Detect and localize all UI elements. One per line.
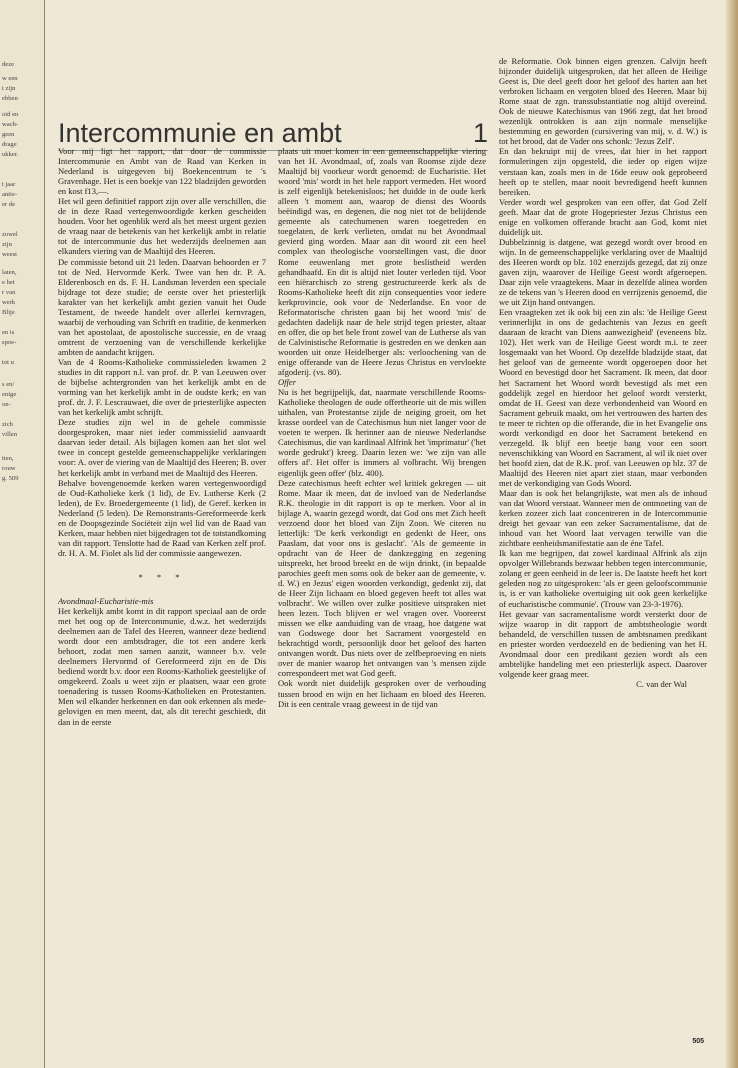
spine-text-fragment: e het xyxy=(2,279,15,286)
paragraph: Deze catechismus heeft echter wel kritiek gekregen — uit Rome. Maar ik meen, dat de invloed van de Nederlandse R.K. theologie in dit rapport is op te merken. Voor al in bijlage A, waarin gezegd wordt, dat God ons met Zich heeft verzoend door het bloed van Zijn Zoon. We citeren nu letterlijk: 'De kerk verkondigt en gedenkt de Heer, ons Paaslam, dat voor ons is geslacht'. 'Als de gemeente in opdracht van de Heer de dankzegging en zegening uitspreekt, het brood breekt en de wijn drinkt, (in bepaalde parochies geeft men soms ook de beker aan de gemeente, v. d. W.) en Jezus' eigen woorden verkondigt, gedenkt zij, dat de Heer Zijn lichaam en bloed gegeven heeft tot alles wat volbracht'. We willen over zulke positieve uitspraken niet heen lezen. Toch blijven er wel vragen over. Vooreerst missen we elke aanduiding van de vraag, hoe datgene wat van Godswege door het Sacrament voorgesteld en bekrachtigd wordt, persoonlijk door het geloof des harten ontvangen wordt. Dus niets over de zelfbeproeving en niets over de manier waarop het ontvangen van 's mensen zijde correspondeert met wat God geeft. xyxy=(278,477,486,679)
spine-text-fragment: t jaar xyxy=(2,181,16,188)
spine-text-fragment: tten, xyxy=(2,455,14,462)
spine-text-fragment: spoe- xyxy=(2,339,17,346)
spine-text-fragment: laten, xyxy=(2,269,17,276)
column-2 xyxy=(278,146,486,1041)
paragraph: En dan bekruipt mij de vrees, dat hier in het rapport formuleringen zijn opgesteld, die ieder op eigen wijze verstaan kan, zoals men in de 16de eeuw ook geprobeerd heeft op te stellen, maar nooit bevredigend heeft kunnen bereiken. xyxy=(499,146,707,197)
spine-text-fragment: villen xyxy=(2,431,18,438)
spine-text-fragment: on- xyxy=(2,401,11,408)
spine-text-fragment: drage xyxy=(2,141,17,148)
spine-text-fragment: r van xyxy=(2,289,16,296)
column-1 xyxy=(58,146,266,1041)
page-number: 505 xyxy=(692,1038,704,1045)
spine-text-fragment: zich xyxy=(2,421,13,428)
paragraph: Nu is het begrijpelijk, dat, naarmate verschillende Rooms-Katholieke theologen de oude offertheorie uit de mis willen uithalen, van Protestantse zijde de neiging groeit, om het krasse oordeel van de Catechismus hun niet langer voor de voeten te werpen. Ik herinner aan de nieuwe Nederlandse Catechismus, die van kardinaal Alfrink het 'imprimatur' ('het worde gedrukt') kreeg. Daarin lezen we: 'we zijn van alle offers af'. Het offer is immers al volbracht. Wij brengen eigenlijk geen offer' (blz. 400). xyxy=(278,387,486,478)
paragraph: Van de 4 Rooms-Katholieke commissieleden kwamen 2 studies in dit rapport n.l. van prof. dr. P. van Leeuwen over de bijbelse achtergronden van het kerkelijk ambt en de vorming van het kerkelijk ambt in de oudste kerk; en van prof. dr. J. F. Lescrauwaet, die over de priesterlijke aspecten van het kerkelijk ambt schrijft. xyxy=(58,356,266,418)
title-text: Intercommunie en ambt xyxy=(58,118,342,148)
paragraph: Dubbelzinnig is datgene, wat gezegd wordt over brood en wijn. In de gemeenschappelijke verklaring over de Maaltijd des Heeren wordt op blz. 102 enerzijds gezegd, dat zij onze gaven zijn, waarover de Heilige Geest wordt afgeroepen. Daar zijn vele vraagtekens. Maar in dezelfde alinea worden ze de tekens van 's Heeren dood en verrijzenis genoemd, die we uit Zijn hand ontvangen. xyxy=(499,236,707,308)
spine-text-fragment: en is xyxy=(2,329,15,336)
section-divider: * * * xyxy=(138,571,186,582)
page-edge-shadow xyxy=(726,0,738,1068)
paragraph: Ook wordt niet duidelijk gesproken over de verhouding tussen brood en wijn en het lichaam en bloed des Heeren. Dit is een centrale vraag geweest in de tijd van xyxy=(278,678,486,709)
spine-text-fragment: tot u xyxy=(2,359,14,366)
paragraph: De commissie betond uit 21 leden. Daarvan behoorden er 7 tot de Ned. Hervormde Kerk. Twee van hen dr. P. A. Elderenbosch en ds. F. H. Landsman leverden een speciale bijdrage tot deze studie; de eerste over het priesterlijk karakter van het kerkelijk ambt gezien vanuit het Oude Testament, de tweede handelt over allerlei kernvragen, waarbij de verhouding van Schrift en traditie, de kenmerken van het apostolaat, de apostolische successie, en de vraag omtrent de verzoening van de verschillende kerkelijke ambten de aandacht krijgen. xyxy=(58,256,266,357)
spine-text-fragment: zijn xyxy=(2,241,12,248)
paragraph: de Reformatie. Ook binnen eigen grenzen. Calvijn heeft bijzonder duidelijk uitgesproken, dat het alleen de Heilige Geest is, Die deel geeft door het geloof des harten aan het verbroken lichaam en vergoten bloed des Heeren. Maar bij Rome staat de zgn. transsubstantiatie nog altijd overeind. Ook de nieuwe Katechismus van 1966 zegt, dat het brood wezenlijk ontrokken is aan zijn normale menselijke bestemming en geworden (cursivering van mij, v. d. W.) is tot het brood, dat de Vader ons schonk: 'Jezus Zelf'. xyxy=(499,56,707,147)
spine-text-fragment: antie- xyxy=(2,191,18,198)
spine-text-fragment: rouw xyxy=(2,465,16,472)
spine-text-fragment: s en/ xyxy=(2,381,15,388)
paragraph: Behalve bovengenoemde kerken waren vertegenwoordigd de Oud-Katholieke kerk (1 lid), de Ev. Lutherse Kerk (2 leden), de Ev. Broedergemeente (1 lid), de Geref. kerken in Nederland (5 leden). De Remonstrants-Gereformeerde kerk en de Doopsgezinde Sociëteit zijn wel lid van de Raad van Kerken, maar hebben niet bijgedragen tot de totstandkoming van dit rapport. Tenslotte had de Raad van Kerken zelf prof. dr. H. A. M. Fiolet als lid der commissie aangewezen. xyxy=(58,477,266,558)
spine-text-fragment: Blije xyxy=(2,309,15,316)
spine-text-fragment: w een xyxy=(2,75,18,82)
spine-text-fragment: oid en xyxy=(2,111,19,118)
spine-text-fragment: enige xyxy=(2,391,17,398)
paragraph: Voor mij ligt het rapport, dat door de commissie Intercommunie en Ambt van de Raad van Kerken in Nederland is uitgegeven bij Boekencentrum te 's Gravenhage. Het is een boekje van 122 bladzijden geworden en kost f13,—. xyxy=(58,146,266,197)
spine-text-fragment: geen xyxy=(2,131,15,138)
article xyxy=(58,56,708,1045)
section-heading-offer: Offer xyxy=(278,377,297,388)
spine-text-fragment: ebben xyxy=(2,95,18,102)
spine-text-fragment: weest xyxy=(2,251,18,258)
paragraph: Maar dan is ook het belangrijkste, wat men als de inhoud van dat Woord verstaat. Wanneer men de ontmoeting van de kerken zozeer zich laat concentreren in de Intercommunie dreigt het gevaar van een zeker Sacramentalisme, dat de inhoud van het Woord laat vervagen terwille van die zichtbare eenheidsmanifestatie aan de éne Tafel. xyxy=(499,488,707,549)
paragraph: Het wil geen definitief rapport zijn over alle verschillen, die de in deze Raad vertegenwoordigde kerken gescheiden houden. Voor het ogenblik werd als het meest urgent gezien de vraag naar de betekenis van het kerkelijk ambt in relatie tot de intercommunie dus het wederzijds deelnemen aan elkanders viering van de Maaltijd des Heeren. xyxy=(58,196,266,257)
spine-text-fragment: t zijn xyxy=(2,85,16,92)
previous-page-edge xyxy=(0,0,45,1068)
paragraph: Een vraagteken zet ik ook bij een zin als: 'de Heilige Geest verinnerlijkt in ons de gedachtenis van Jezus en geeft daaraan de kracht van Diens aanwezigheid' (eveneens blz. 102). Het werk van de Heilige Geest wordt m.i. te zeer losgemaakt van het Woord. Op dezelfde bladzijde staat, dat het geloof van de gemeente wordt opgeroepen door het Woord en bevestigd door het Sacrament. Ik meen, dat door het Sacrament het Woord wordt bevestigd als met een goddelijk zegel en hierdoor het geloof wordt versterkt, omdat de H. Geest van deze verbondenheid van Woord en Sacrament gebruik maakt, om het vertrouwen des harten des te meer te richten op die offerande, die in het Evangelie ons wordt verkondigd en door het Sacrament betekend en verzegeld. Ik blijf een beetje bang voor een soort nevenschikking van Woord en Sacrament, al wil ik niet over het hoofd zien, dat de R.K. prof. van Leeuwen op blz. 37 de Maaltijd des Heeren niet apart ziet staan, maar verbonden met de verkondiging van Gods Woord. xyxy=(499,307,707,488)
paragraph: Het gevaar van sacramentalisme wordt versterkt door de wijze waarop in dit rapport de ambtstheologie wordt behandeld, de verschillen tussen de ambtsnamen predikant en priester worden verdoezeld en de bediening van het H. Avondmaal door een predikant gezien wordt als een ambtelijke handeling met een priesterlijk aspect. Daarover volgende keer graag meer. xyxy=(499,608,707,679)
part-number: 1 xyxy=(472,118,488,148)
spine-text-fragment: werk xyxy=(2,299,16,306)
spine-text-fragment: ukker. xyxy=(2,151,19,158)
spine-text-fragment: wach- xyxy=(2,121,19,128)
spine-text-fragment: deze xyxy=(2,61,15,68)
section-heading: Avondmaal-Eucharistie-mis xyxy=(58,595,154,606)
paragraph: Ik kan me begrijpen, dat zowel kardinaal Alfrink als zijn opvolger Willebrands bezwaar hebben tegen intercommunie, zolang er geen eenheid in de leer is. De laatste heeft het kort geleden nog zo uitgesproken: 'als er geen geloofscommunie is, is er van katholieke overtuiging uit ook geen kerkelijke of eucharistische communie'. (Trouw van 23-3-1976). xyxy=(499,548,707,609)
author-signature: C. van der Wal xyxy=(636,678,687,689)
paragraph: Het kerkelijk ambt komt in dit rapport speciaal aan de orde met het oog op de Intercommunie, d.w.z. het wederzijds deelnemen aan de Tafel des Heeren, wanneer deze bediend wordt door een ambtsdrager, die tot een andere kerk behoort, zodat men samen aanzit, wanneer b.v. vele deelnemers Hervormd of Gereformeerd zijn en de Dis bediend wordt b.v. door een Rooms-Katholiek geestelijke of omgekeerd. Zoals u weet zijn er plaatsen, waar een grote toenadering is tussen Rooms-Katholieken en Protestanten. Men wil elkander herkennen en dan ook erkennen als mede-gelovigen en men meent, dat, als dit terecht geschiedt, dit dan in de eerste xyxy=(58,606,266,727)
paragraph: Deze studies zijn wel in de gehele commissie doorgesproken, maar niet ieder commissielid aanvaardt daarvan ieder detail. Als bijlagen komen aan het slot wel twee in concept gestelde gemeenschappelijke verklaringen voor: A. over de viering van de Maaltijd des Heeren; B. over het kerkelijk ambt in verband met de Maaltijd des Heeren. xyxy=(58,417,266,478)
paragraph: Verder wordt wel gesproken van een offer, dat God Zelf geeft. Maar dat de grote Hogepriester Jezus Christus een enige en volkomen offerande bracht aan God, komt niet duidelijk uit. xyxy=(499,196,707,237)
spine-text-fragment: g. 509 xyxy=(2,475,19,482)
spine-text-fragment: er de xyxy=(2,201,15,208)
paragraph: plaats uit moet komen in een gemeenschappelijke viering van het H. Avondmaal, of, zoals van Roomse zijde deze Maaltijd bij voorkeur wordt genoemd: de Eucharistie. Het woord 'mis' wordt in het hele rapport vermeden. Het woord is zelf eigenlijk betekenisloos; het duidde in de oude kerk alleen 't moment aan, waarop de dienst des Woords beëindigd was, en degenen, die nog niet tot de belijdende gemeente als catechumenen waren toegetreden en toegelaten, de kerk verlieten, omdat nu het Avondmaal gevierd ging worden. Maar aan dit woord zit een heel complex van theologische voorstellingen vast, die door Rome eeuwenlang met grote beslistheid werden gehandhaafd. En dit is altijd niet louter verleden tijd. Voor een hiërarchisch zo streng gestructureerde kerk als de Rooms-Katholieke heeft dit zijn consequenties voor iedere kerkprovincie, ook voor de Nederlandse. En voor de Reformatorische christen gaan bij het woord 'mis' de gedachten dadelijk naar de hele strijd tegen priester, altaar en offer, die op het hele front zowel van de Lutherse als van de Calvinistische Reformatie is gestreden en we denken aan woorden uit onze Heidelberger als: verloochening van de enige offerande van de Heere Jezus Christus en vervloekte afgoderij. (vs. 80). xyxy=(278,146,486,378)
column-3 xyxy=(499,56,707,1041)
spine-text-fragment: zowel xyxy=(2,231,18,238)
